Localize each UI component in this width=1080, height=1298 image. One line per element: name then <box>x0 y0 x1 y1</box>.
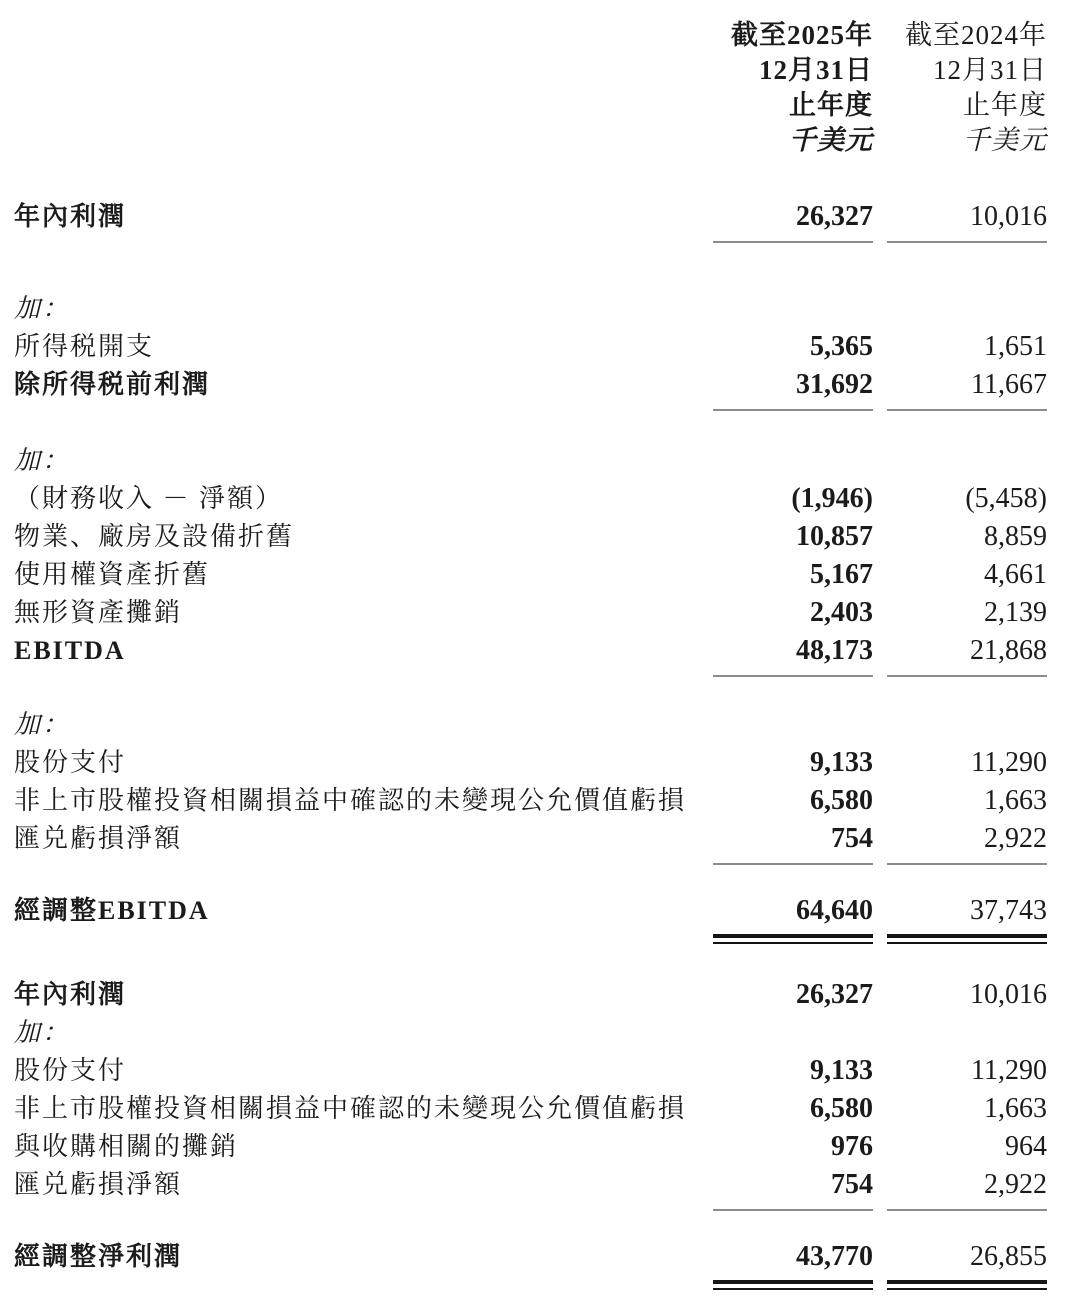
row-label: 除所得税前利潤 <box>14 370 211 399</box>
value-2025: 9,133 <box>810 747 873 778</box>
value-2025: 26,327 <box>796 201 873 232</box>
table-row-acquisition-amortisation <box>14 1128 1047 1166</box>
value-2025: 5,167 <box>810 559 873 590</box>
table-row-ppe-depreciation <box>14 518 1047 556</box>
table-row-add-heading <box>14 706 1047 744</box>
table-row-intangible-amortisation <box>14 594 1047 632</box>
row-label: 年內利潤 <box>14 980 127 1009</box>
value-2024: 4,661 <box>984 559 1047 590</box>
row-label: 加： <box>14 446 71 475</box>
row-label: 加： <box>14 1018 71 1047</box>
value-2025: 6,580 <box>810 785 873 816</box>
table-row-share-based-payment <box>14 744 1047 782</box>
value-2025: 48,173 <box>796 635 873 666</box>
double-rule <box>14 1276 1047 1292</box>
single-rule <box>14 670 1047 680</box>
value-2024: 8,859 <box>984 521 1047 552</box>
row-label: 匯兑虧損淨額 <box>14 1170 183 1199</box>
value-2025: 754 <box>831 823 873 854</box>
value-2025: 6,580 <box>810 1093 873 1124</box>
value-2025: 43,770 <box>796 1241 873 1272</box>
double-rule <box>14 930 1047 946</box>
table-row-unrealised-fair-value-loss <box>14 782 1047 820</box>
value-2025: 31,692 <box>796 369 873 400</box>
table-header <box>14 18 1047 158</box>
header-2024-line1: 截至2024年 <box>905 20 1047 50</box>
table-row-add-heading <box>14 1014 1047 1052</box>
value-2024: 26,855 <box>970 1241 1047 1272</box>
row-label: 匯兑虧損淨額 <box>14 824 183 853</box>
value-2024: 11,290 <box>971 1055 1047 1086</box>
row-label: 加： <box>14 710 71 739</box>
value-2024: 10,016 <box>970 201 1047 232</box>
value-2024: 37,743 <box>970 895 1047 926</box>
value-2024: 2,922 <box>984 1169 1047 1200</box>
header-2024-line3: 止年度 <box>963 90 1047 120</box>
header-2025-line2: 12月31日 <box>759 55 873 85</box>
header-col-2024 <box>887 18 1047 158</box>
table-row-add-heading <box>14 290 1047 328</box>
table-row-ebitda <box>14 632 1047 670</box>
table-row-rou-depreciation <box>14 556 1047 594</box>
value-2025: 5,365 <box>810 331 873 362</box>
header-2025-unit: 千美元 <box>789 125 873 155</box>
value-2024: (5,458) <box>965 483 1047 514</box>
row-label: 經調整EBITDA <box>14 896 210 925</box>
value-2025: 2,403 <box>810 597 873 628</box>
row-label: 無形資產攤銷 <box>14 598 183 627</box>
table-row-profit-before-tax <box>14 366 1047 404</box>
value-2025: 64,640 <box>796 895 873 926</box>
single-rule <box>14 1204 1047 1214</box>
table-row-unrealised-fair-value-loss-2 <box>14 1090 1047 1128</box>
row-label: EBITDA <box>14 636 126 665</box>
value-2025: 26,327 <box>796 979 873 1010</box>
value-2024: 2,922 <box>984 823 1047 854</box>
row-label: 所得税開支 <box>14 332 155 361</box>
row-label: 使用權資產折舊 <box>14 560 211 589</box>
header-2025-line1: 截至2025年 <box>731 20 873 50</box>
row-label: 非上市股權投資相關損益中確認的未變現公允價值虧損 <box>14 1094 687 1123</box>
table-row-net-exchange-loss <box>14 820 1047 858</box>
row-label: 股份支付 <box>14 1056 127 1085</box>
table-row-adjusted-ebitda <box>14 892 1047 930</box>
row-label: 非上市股權投資相關損益中確認的未變現公允價值虧損 <box>14 786 687 815</box>
row-label: 物業、廠房及設備折舊 <box>14 522 295 551</box>
value-2024: 21,868 <box>970 635 1047 666</box>
row-label: 年內利潤 <box>14 202 127 231</box>
table-row-income-tax-expense <box>14 328 1047 366</box>
header-2024-unit: 千美元 <box>963 125 1047 155</box>
single-rule <box>14 236 1047 246</box>
table-row-add-heading <box>14 442 1047 480</box>
value-2025: 754 <box>831 1169 873 1200</box>
table-row-net-exchange-loss-2 <box>14 1166 1047 1204</box>
value-2025: (1,946) <box>791 483 873 514</box>
header-2025-line3: 止年度 <box>789 90 873 120</box>
table-row-profit-for-year <box>14 198 1047 236</box>
row-label: 經調整淨利潤 <box>14 1242 183 1271</box>
value-2024: 11,290 <box>971 747 1047 778</box>
row-label: 與收購相關的攤銷 <box>14 1132 239 1161</box>
value-2024: 10,016 <box>970 979 1047 1010</box>
value-2024: 964 <box>1005 1131 1047 1162</box>
value-2024: 2,139 <box>984 597 1047 628</box>
value-2025: 9,133 <box>810 1055 873 1086</box>
table-row-finance-income-net <box>14 480 1047 518</box>
single-rule <box>14 404 1047 414</box>
header-2024-line2: 12月31日 <box>933 55 1047 85</box>
row-label: （財務收入 － 淨額） <box>14 484 284 513</box>
row-label: 加： <box>14 294 71 323</box>
single-rule <box>14 858 1047 868</box>
value-2024: 11,667 <box>971 369 1047 400</box>
value-2024: 1,651 <box>984 331 1047 362</box>
value-2024: 1,663 <box>984 785 1047 816</box>
table-row-profit-for-year-2 <box>14 976 1047 1014</box>
table-row-adjusted-net-profit <box>14 1238 1047 1276</box>
value-2025: 10,857 <box>796 521 873 552</box>
value-2024: 1,663 <box>984 1093 1047 1124</box>
header-col-2025 <box>713 18 873 158</box>
table-row-share-based-payment-2 <box>14 1052 1047 1090</box>
value-2025: 976 <box>831 1131 873 1162</box>
row-label: 股份支付 <box>14 748 127 777</box>
